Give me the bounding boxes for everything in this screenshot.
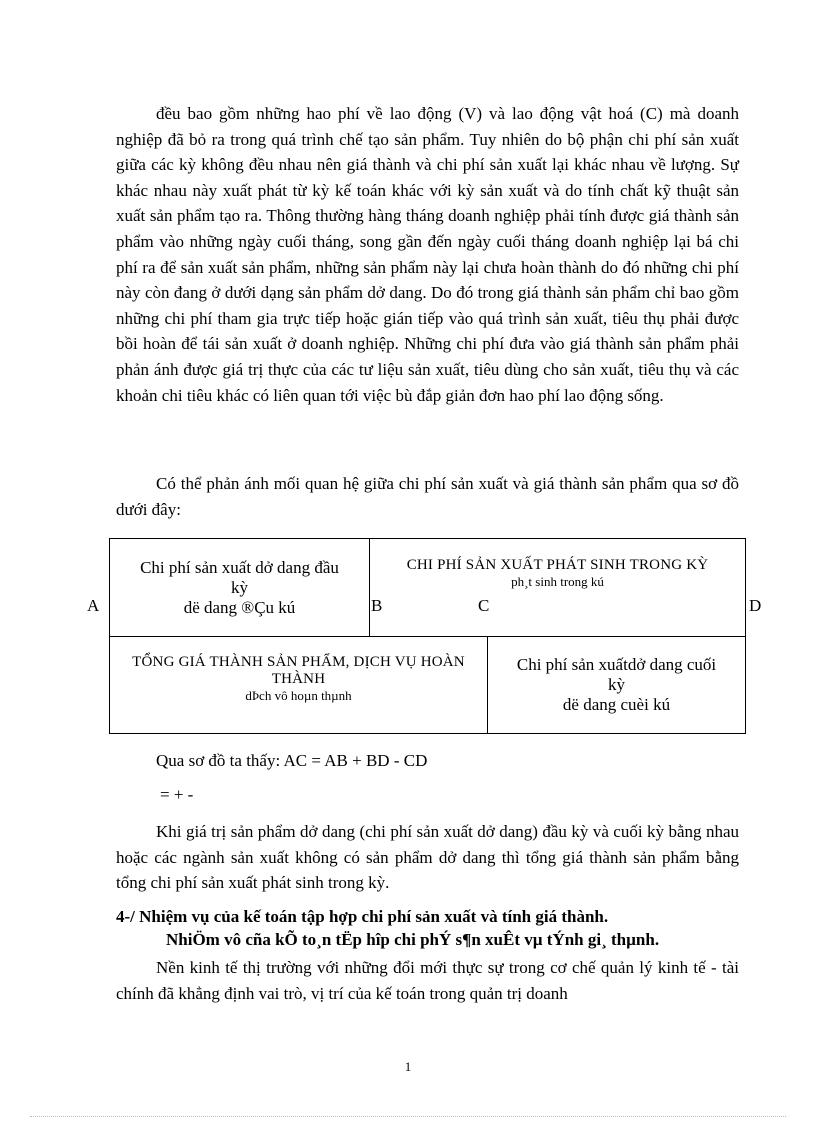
point-label-d: D	[749, 596, 762, 615]
point-label-c: C	[478, 596, 490, 615]
cell-total-cost	[110, 654, 487, 704]
cell-closing-line2: kỳ	[608, 675, 625, 694]
diagram-middle-border	[109, 636, 746, 637]
cell-total-title-line2: THÀNH	[271, 671, 326, 687]
body-paragraph-4: Nền kinh tế thị trường với những đổi mới thực sự trong cơ chế quản lý kinh tế - tài chính đã khẳng định vai trò, vị trí của kế toán trong quản trị doanh	[116, 958, 739, 1003]
cell-incurred-title: CHI PHÍ SẢN XUẤT PHÁT SINH TRONG KỲ	[406, 557, 709, 573]
formula-line: Qua sơ đồ ta thấy: AC = AB + BD - CD	[156, 751, 428, 770]
point-label-a: A	[87, 596, 100, 615]
body-paragraph-3: Khi giá trị sản phẩm dở dang (chi phí sản xuất dở dang) đầu kỳ và cuối kỳ bằng nhau hoặc các ngành sản xuất không có sản phẩm dở dang thì tổng giá thành sản phẩm bằng tổng chi phí sản xuất phát sinh trong kỳ.	[116, 822, 739, 893]
section-heading-garbled: NhiÖm vô cña kÕ to¸n tËp hîp chi phÝ s¶n xuÊt vµ tÝnh gi¸ thµnh.	[166, 930, 660, 949]
cell-opening-garbled: dë dang ®Çu kú	[183, 598, 296, 617]
page-bottom-edge	[30, 1116, 786, 1117]
cell-closing-wip	[488, 655, 745, 715]
cell-total-garbled: dÞch vô hoµn thµnh	[245, 688, 352, 703]
cell-total-title-line1: TỔNG GIÁ THÀNH SẢN PHẨM, DỊCH VỤ HOÀN	[132, 654, 465, 670]
cell-incurred-garbled: ph¸t sinh trong kú	[511, 574, 604, 589]
cell-closing-line1: Chi phí sản xuấtdở dang cuối	[516, 655, 717, 674]
cell-closing-garbled: dë dang cuèi kú	[562, 695, 671, 714]
body-paragraph-1: đều bao gồm những hao phí về lao động (V) và lao động vật hoá (C) mà doanh nghiệp đã bỏ ra trong quá trình chế tạo sản phẩm. Tuy nhiên do bộ phận chi phí sản xuất giữa các kỳ không đều nhau nên giá thành và chi phí sản xuất lại khác nhau về lượng. Sự khác nhau này xuất phát từ kỳ kế toán khác với kỳ sản xuất và do tính chất kỹ thuật sản xuất sản phẩm tạo ra. Thông thường hàng tháng doanh nghiệp phải tính được giá thành sản phẩm vào những ngày cuối tháng, song gần đến ngày cuối tháng doanh nghiệp lại bá chi phí ra để sản xuất sản phẩm, những sản phẩm này lại chưa hoàn thành do đó những chi phí này còn đang ở dưới dạng sản phẩm dở dang. Do đó trong giá thành sản phẩm chỉ bao gồm những chi phí tham gia trực tiếp hoặc gián tiếp vào quá trình sản xuất, tiêu thụ phải được bồi hoàn để tái sản xuất ở doanh nghiệp. Những chi phí đưa vào giá thành sản phẩm phải phản ánh được giá trị thực của các tư liệu sản xuất, tiêu dùng cho sản xuất, tiêu thụ và các khoản chi tiêu khác có liên quan tới việc bù đắp giản đơn hao phí lao động sống.	[116, 104, 739, 405]
diagram-top-border	[109, 538, 746, 539]
cell-opening-line1: Chi phí sản xuất dở dang đầu	[140, 558, 339, 577]
cell-opening-wip	[110, 558, 369, 618]
section-heading: 4-/ Nhiệm vụ của kế toán tập hợp chi phí sản xuất và tính giá thành.	[116, 907, 609, 926]
point-label-b: B	[371, 596, 383, 615]
diagram-right-border	[745, 538, 746, 734]
diagram-bottom-border	[109, 733, 746, 734]
cell-opening-line2: kỳ	[231, 578, 248, 597]
cell-incurred-costs	[370, 557, 745, 590]
body-paragraph-2: Có thể phản ánh mối quan hệ giữa chi phí sản xuất và giá thành sản phẩm qua sơ đồ dưới đây:	[116, 474, 739, 519]
page-number: 1	[404, 1059, 412, 1074]
formula-line-2: = + -	[160, 785, 194, 804]
